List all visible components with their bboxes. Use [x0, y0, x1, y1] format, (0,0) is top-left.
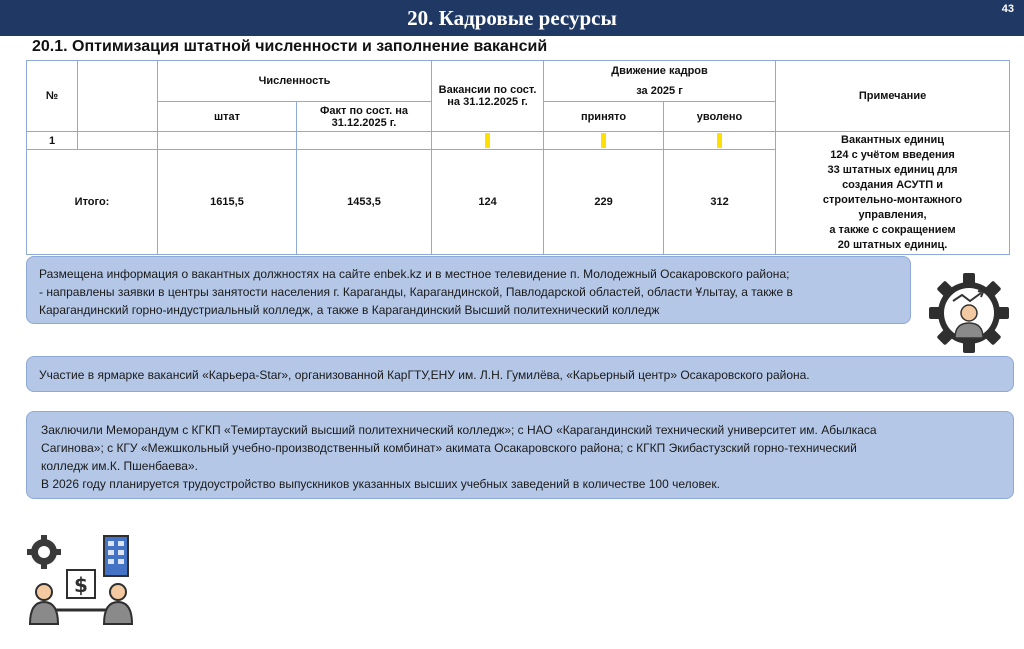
staffing-table: [26, 60, 1010, 255]
total-fact: 1453,5: [297, 150, 432, 255]
svg-text:$: $: [74, 573, 88, 597]
header-staff: штат: [158, 102, 297, 132]
slide-title: 20. Кадровые ресурсы: [407, 6, 617, 30]
total-vacancies: 124: [432, 150, 544, 255]
header-movement-label: Движение кадров: [611, 65, 708, 77]
job-fair-box: Участие в ярмарке вакансий «Карьера-Star», организованной КарГТУ,ЕНУ им. Л.Н. Гумилёва, «Карьерный центр» Осакаровского района.: [26, 356, 1014, 392]
header-fired: уволено: [664, 102, 776, 132]
header-vacancies: Вакансии по сост. на 31.12.2025 г.: [432, 61, 544, 132]
total-label: Итого:: [27, 150, 158, 255]
business-meeting-icon: [22, 528, 138, 626]
total-hired: 229: [544, 150, 664, 255]
header-hired: принято: [544, 102, 664, 132]
header-empty: [78, 61, 158, 132]
highlight-marker: [601, 133, 606, 148]
section-subtitle: 20.1. Оптимизация штатной численности и заполнение вакансий: [32, 38, 548, 55]
total-fired: 312: [664, 150, 776, 255]
memorandum-box: Заключили Меморандум с КГКП «Темиртауский высший политехнический колледж»; с НАО «Карагандинский технический университет им. Абылкаса Сагинова»; с КГУ «Межшкольный учебно-производственный комбинат» акимата Осакаровского района; с КГКП Экибастузский горно-технический колледж им.К. Пшенбаева». В 2026 году планируется трудоустройство выпускников указанных высших учебных заведений в количестве 100 человек.: [26, 411, 1014, 499]
header-count: Численность: [158, 61, 432, 102]
row1-no: 1: [27, 132, 78, 150]
highlight-marker: [717, 133, 722, 148]
header-no: №: [27, 61, 78, 132]
header-movement: [544, 61, 776, 102]
note-cell: Вакантных единиц 124 с учётом введения 33 штатных единиц для создания АСУТП и строительно-монтажного управления, а также с сокращением 20 штатных единиц.: [776, 132, 1010, 255]
header-note: Примечание: [776, 61, 1010, 132]
gear-person-icon: [925, 273, 1013, 353]
header-fact: Факт по сост. на 31.12.2025 г.: [297, 102, 432, 132]
vacancy-info-box: Размещена информация о вакантных должностях на сайте enbek.kz и в местное телевидение п. Молодежный Осакаровского района; - направлены заявки в центры занятости населения г. Караганды, Карагандинской, Павлодарской областей, области Ұлытау, а также в Карагандинский горно-индустриальный колледж, а также в Карагандинский Высший политехнический колледж: [26, 256, 911, 324]
table-row: [27, 132, 1010, 150]
page-number: 43: [1001, 3, 1014, 15]
header-movement-year: за 2025 г: [636, 85, 683, 97]
slide-header: [0, 0, 1024, 36]
highlight-marker: [485, 133, 490, 148]
total-staff: 1615,5: [158, 150, 297, 255]
